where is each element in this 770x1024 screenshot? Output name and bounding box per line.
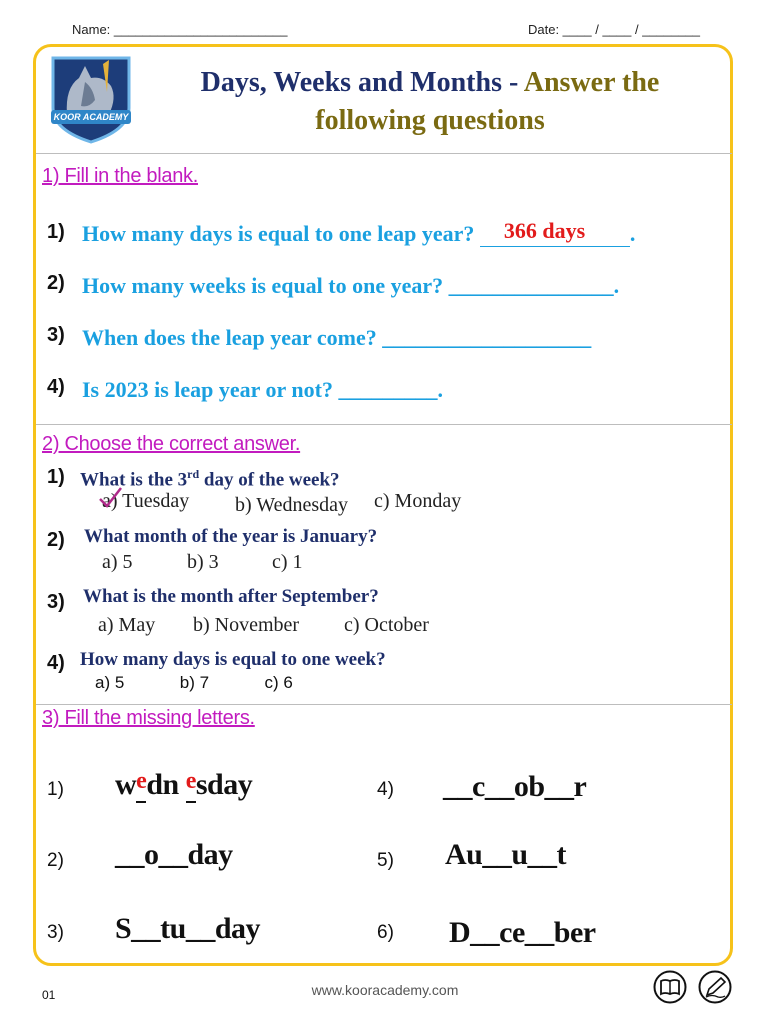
word-part: w: [115, 768, 137, 801]
divider: [36, 153, 732, 154]
choice-options: [102, 490, 462, 516]
option-a[interactable]: a) 5: [95, 673, 125, 692]
missing-letters-word-5[interactable]: Au__u__t: [445, 838, 567, 871]
section2-heading: 2) Choose the correct answer.: [42, 433, 301, 455]
option-a[interactable]: [102, 490, 230, 513]
choice-question-4: How many days is equal to one week?: [80, 649, 386, 670]
option-c[interactable]: c) October: [344, 614, 429, 636]
name-field-label: Name: ________________________: [72, 22, 288, 37]
option-c[interactable]: c) 1: [272, 551, 303, 573]
filled-letter: e: [136, 768, 147, 794]
missing-letters-word-1[interactable]: [115, 768, 252, 802]
date-field-label: Date: ____ / ____ / ________: [528, 22, 701, 37]
missing-letters-word-3[interactable]: S__tu__day: [115, 912, 261, 945]
missing-letters-word-2[interactable]: __o__day: [115, 838, 233, 871]
page-title: [150, 64, 710, 140]
choice-question-3: What is the month after September?: [83, 586, 379, 607]
book-icon: [653, 970, 687, 1004]
pencil-writing-icon: [698, 970, 732, 1004]
title-part2: Answer the: [523, 67, 660, 98]
divider: [36, 704, 732, 705]
word-number: 2): [47, 850, 64, 871]
choice-question-2: What month of the year is January?: [84, 526, 378, 547]
missing-letters-word-6[interactable]: D__ce__ber: [449, 916, 596, 949]
question-text: What is the 3: [80, 469, 188, 491]
word-number: 3): [47, 922, 64, 943]
handwritten-answer: 366 days: [503, 218, 586, 243]
check-mark-icon: [96, 484, 124, 512]
option-c[interactable]: c) Monday: [374, 490, 462, 512]
academy-logo: [45, 52, 137, 144]
word-part: dn: [146, 768, 186, 801]
filled-letter: e: [185, 768, 196, 794]
option-a[interactable]: a) 5: [102, 551, 133, 573]
word-number: 5): [377, 850, 394, 871]
option-b[interactable]: b) 3: [187, 551, 219, 573]
option-a-label: a) Tuesday: [102, 490, 190, 512]
footer-url[interactable]: www.kooracademy.com: [311, 982, 459, 998]
question-text: How many days is equal to one leap year?: [82, 221, 475, 246]
title-line2: following questions: [315, 105, 545, 136]
page-number: 01: [42, 988, 56, 1002]
section3-heading: 3) Fill the missing letters.: [42, 707, 255, 729]
choice-options: [102, 551, 303, 574]
choice-options: [95, 673, 293, 693]
word-part: sday: [195, 768, 253, 801]
fill-question-3: When does the leap year come? ___________________: [82, 325, 592, 350]
fill-question-2: How many weeks is equal to one year? _______________.: [82, 273, 620, 298]
answer-blank[interactable]: [480, 218, 630, 247]
question-number: 4): [47, 652, 65, 674]
logo-text: KOOR ACADEMY: [53, 112, 129, 122]
question-number: 2): [47, 529, 65, 551]
option-c[interactable]: c) 6: [264, 673, 293, 692]
question-number: 1): [47, 221, 65, 243]
question-number: 4): [47, 376, 65, 398]
option-b[interactable]: b) Wednesday: [235, 494, 348, 516]
word-number: 6): [377, 922, 394, 943]
question-number: 3): [47, 324, 65, 346]
question-number: 2): [47, 272, 65, 294]
question-text-end: day of the week?: [199, 469, 340, 491]
fill-question-4: Is 2023 is leap year or not? _________.: [82, 377, 443, 402]
option-b[interactable]: b) 7: [179, 673, 210, 692]
section1-heading: 1) Fill in the blank.: [42, 165, 198, 187]
divider: [36, 424, 732, 425]
question-end: .: [629, 221, 636, 246]
word-number: 4): [377, 779, 394, 800]
ordinal-suffix: rd: [187, 467, 200, 481]
title-part1: Days, Weeks and Months -: [200, 67, 524, 98]
missing-letters-word-4[interactable]: __c__ob__r: [443, 770, 587, 803]
choice-options: [98, 614, 429, 637]
option-b[interactable]: b) November: [193, 614, 300, 636]
option-a[interactable]: a) May: [98, 614, 156, 636]
question-number: 3): [47, 591, 65, 613]
fill-question-1: [82, 218, 636, 247]
question-number: 1): [47, 466, 65, 488]
word-number: 1): [47, 779, 64, 800]
